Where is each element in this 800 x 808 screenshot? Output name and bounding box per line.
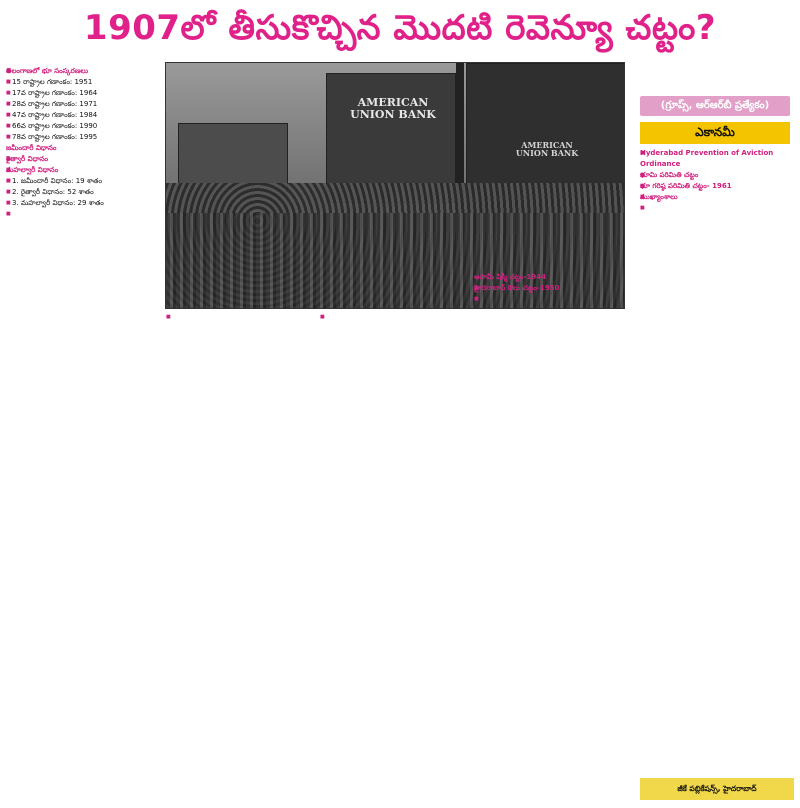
- footer-credit: జీకే పబ్లికేషన్స్, హైదరాబాద్: [640, 778, 794, 800]
- list-item: ■ 17వ రాష్ట్రాల గణాంకం: 1964: [6, 88, 162, 99]
- section-title: ఎకానమీ: [640, 122, 790, 144]
- section-heading: ముఖ్యాంశాలు: [640, 193, 678, 201]
- list-item: ■ 28వ రాష్ట్రాల గణాంకం: 1971: [6, 99, 162, 110]
- section-heading: భూమి పరిమితి చట్టం: [640, 171, 699, 179]
- column-middle-3: [474, 272, 626, 804]
- column-middle-2: [320, 312, 470, 804]
- section-heading: Hyderabad Prevention of Aviction Ordinance: [640, 149, 774, 168]
- list-item: ■ 15 రాష్ట్రాల గణాంకం: 1951: [6, 77, 162, 88]
- section-heading: జమీందారీ విధానం: [6, 144, 57, 152]
- section-heading: భూ గరిష్ఠ పరిమితి చట్టం- 1961: [640, 182, 732, 190]
- section-heading: తెలంగాణలో భూ సంస్కరణలు: [6, 67, 88, 75]
- column-middle-1: [166, 312, 316, 804]
- headline: 1907లో తీసుకొచ్చిన మొదటి రెవెన్యూ చట్టం?: [83, 8, 717, 48]
- section-heading: ఆసామీ షిక్మీ చట్టం-1944: [474, 273, 546, 281]
- list-item: ■ 3. మహల్వారీ విధానం: 29 శాతం: [6, 198, 162, 209]
- section-heading: మహల్వారీ విధానం: [6, 166, 59, 174]
- list-item: ■ 1. జమీందారీ విధానం: 19 శాతం: [6, 176, 162, 187]
- list-item: ■ 78వ రాష్ట్రాల గణాంకం: 1995: [6, 132, 162, 143]
- bank-sign-right: AMERICAN UNION BANK: [515, 140, 579, 159]
- column-left: [6, 66, 162, 804]
- category-badge: (గ్రూప్స్, ఆర్‌ఆర్‌బీ ప్రత్యేకం): [640, 96, 790, 116]
- list-item: ■ 2. రైత్వారీ విధానం: 52 శాతం: [6, 187, 162, 198]
- bank-sign-left: AMERICAN UNION BANK: [350, 96, 436, 121]
- section-heading: రైత్వారీ విధానం: [6, 155, 49, 163]
- list-item: ■ 47వ రాష్ట్రాల గణాంకం: 1984: [6, 110, 162, 121]
- column-right: [640, 148, 794, 768]
- section-heading: హైదరాబాద్ కౌలు చట్టం-1950: [474, 284, 560, 292]
- list-item: ■ 66వ రాష్ట్రాల గణాంకం: 1990: [6, 121, 162, 132]
